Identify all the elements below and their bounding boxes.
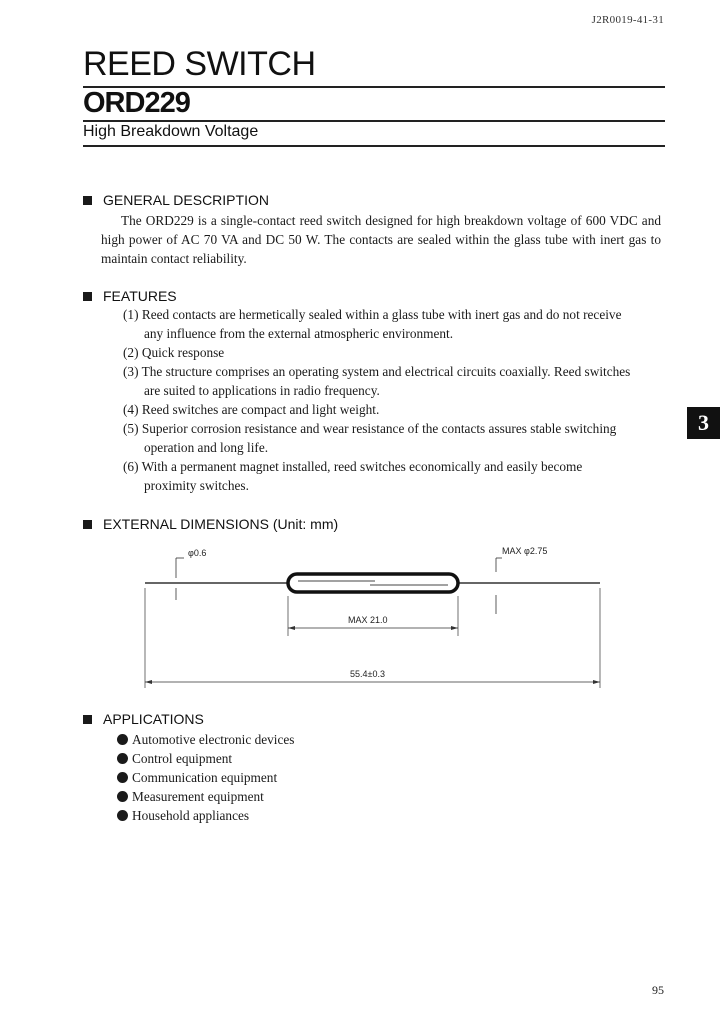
general-description-heading-text: GENERAL DESCRIPTION	[103, 192, 269, 208]
feature-text: The structure comprises an operating system and electrical circuits coaxially. Reed switches	[141, 364, 631, 379]
general-description-heading	[83, 192, 269, 208]
bullet-dot-icon	[117, 810, 128, 821]
total-length-label: 55.4±0.3	[350, 669, 385, 679]
document-id: J2R0019-41-31	[591, 14, 664, 26]
list-item	[123, 362, 661, 400]
feature-number: (5)	[123, 421, 139, 436]
application-text: Control equipment	[132, 751, 233, 766]
model-rule	[83, 120, 665, 122]
feature-text-continued: are suited to applications in radio frequency.	[144, 383, 380, 398]
page-number: 95	[652, 983, 664, 997]
lead-diameter-label: φ0.6	[188, 548, 207, 558]
list-item	[123, 419, 661, 457]
external-dimensions-heading-text: EXTERNAL DIMENSIONS (Unit: mm)	[103, 516, 339, 532]
arrow-right-icon	[451, 626, 458, 630]
list-item	[117, 806, 294, 825]
feature-text: Quick response	[141, 345, 225, 360]
feature-number: (1)	[123, 307, 139, 322]
list-item	[117, 768, 294, 787]
list-item	[117, 730, 294, 749]
dimensions-drawing	[130, 540, 610, 690]
feature-text-continued: operation and long life.	[144, 440, 269, 455]
bullet-dot-icon	[117, 791, 128, 802]
arrow-right-icon	[593, 680, 600, 684]
subtitle: High Breakdown Voltage	[83, 123, 259, 140]
square-bullet-icon	[83, 292, 92, 301]
feature-number: (3)	[123, 364, 139, 379]
applications-heading-text: APPLICATIONS	[103, 711, 204, 727]
external-dimensions-heading	[83, 516, 338, 532]
feature-number: (6)	[123, 459, 139, 474]
application-text: Household appliances	[132, 808, 250, 823]
applications-list	[117, 730, 294, 825]
features-list	[123, 305, 661, 495]
page-title: REED SWITCH	[83, 45, 316, 83]
general-description-text: The ORD229 is a single-contact reed switch designed for high breakdown voltage of 600 VDC and high power of AC 70 VA and DC 50 W. The contacts are sealed within the glass tube with inert gas to maintain contact reliability.	[101, 213, 661, 266]
chapter-tab: 3	[687, 407, 720, 439]
application-text: Communication equipment	[132, 770, 278, 785]
features-heading	[83, 288, 177, 304]
feature-text-continued: proximity switches.	[144, 478, 249, 493]
feature-text: Reed contacts are hermetically sealed within a glass tube with inert gas and do not receive	[141, 307, 622, 322]
feature-text-continued: any influence from the external atmospheric environment.	[144, 326, 454, 341]
glass-diameter-label: MAX φ2.75	[502, 546, 548, 556]
list-item	[123, 400, 661, 419]
list-item	[123, 305, 661, 343]
list-item	[123, 457, 661, 495]
arrow-left-icon	[288, 626, 295, 630]
list-item	[117, 787, 294, 806]
glass-length-label: MAX 21.0	[348, 615, 388, 625]
features-heading-text: FEATURES	[103, 288, 177, 304]
square-bullet-icon	[83, 520, 92, 529]
bullet-dot-icon	[117, 753, 128, 764]
subtitle-rule	[83, 145, 665, 147]
feature-number: (2)	[123, 345, 139, 360]
list-item	[123, 343, 661, 362]
feature-text: With a permanent magnet installed, reed switches economically and easily become	[141, 459, 583, 474]
feature-number: (4)	[123, 402, 139, 417]
bullet-dot-icon	[117, 734, 128, 745]
general-description-paragraph	[101, 211, 661, 268]
applications-heading	[83, 711, 204, 727]
feature-text: Superior corrosion resistance and wear resistance of the contacts assures stable switching	[141, 421, 617, 436]
bullet-dot-icon	[117, 772, 128, 783]
list-item	[117, 749, 294, 768]
feature-text: Reed switches are compact and light weight.	[141, 402, 380, 417]
application-text: Automotive electronic devices	[132, 732, 295, 747]
arrow-left-icon	[145, 680, 152, 684]
square-bullet-icon	[83, 715, 92, 724]
application-text: Measurement equipment	[132, 789, 264, 804]
square-bullet-icon	[83, 196, 92, 205]
model-number: ORD229	[83, 87, 190, 119]
glass-tube	[288, 574, 458, 592]
